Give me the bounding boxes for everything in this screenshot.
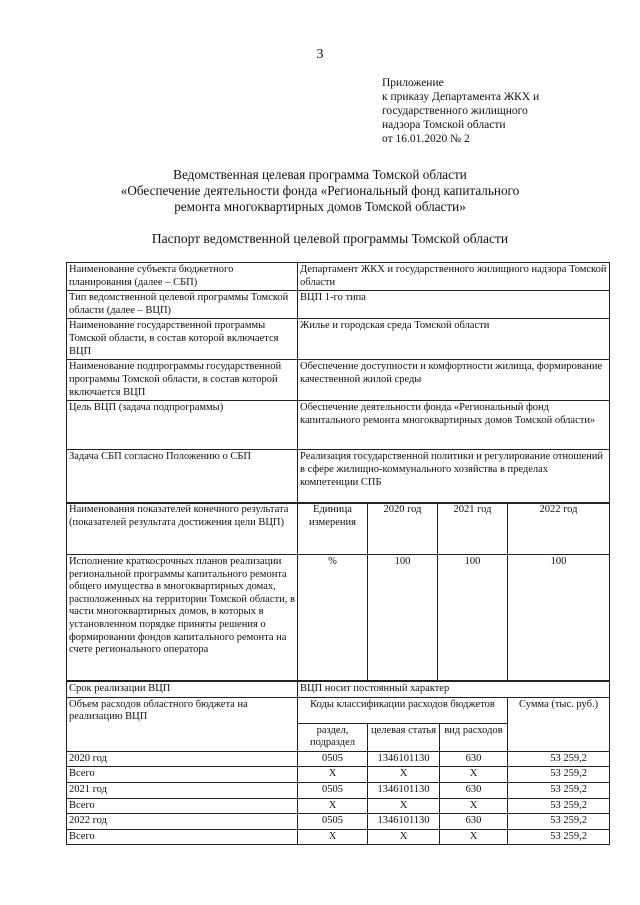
indicator-2020: 100 [368,555,438,681]
budget-section: X [298,767,368,783]
budget-target: X [368,829,440,845]
table-row [67,319,610,360]
sub-header-target: целевая статья [368,723,440,751]
budget-type: X [440,829,508,845]
table-row [67,291,610,319]
budget-year: Всего [67,767,298,783]
row-label: Тип ведомственной целевой программы Томской области (далее – ВЦП) [67,291,298,319]
row-value: ВЦП 1-го типа [298,291,610,319]
appendix-line: Приложение [382,77,444,89]
budget-target: X [368,798,440,814]
budget-target: X [368,767,440,783]
indicator-label: Исполнение краткосрочных планов реализации региональной программы капитального ремонта общего имущества в многоквартирных домах, расположенных на территории Томской области, в части многоквартирных домов, в которых в установленном порядке приняты решения о формировании фондов капитального ремонта на счете регионального оператора [67,555,298,681]
budget-label: Объем расходов областного бюджета на реализацию ВЦП [67,697,298,751]
table-row [67,751,610,767]
budget-type: 630 [440,751,508,767]
row-label: Наименование подпрограммы государственной программы Томской области, в состав которой включается ВЦП [67,360,298,401]
indicator-2022: 100 [508,555,610,681]
table-row [67,360,610,401]
budget-sum: 53 259,2 [508,814,610,830]
page-number: 3 [316,47,324,62]
appendix-line: государственного жилищного [382,105,528,118]
row-label: Задача СБП согласно Положению о СБП [67,450,298,504]
indicator-header-unit: Единица измерения [298,503,368,555]
budget-type: 630 [440,782,508,798]
indicator-header-2021: 2021 год [438,503,508,555]
program-title [60,167,580,215]
budget-target: 1346101130 [368,782,440,798]
program-title-line: «Обеспечение деятельности фонда «Региональный фонд капитального [120,183,520,199]
budget-section: 0505 [298,751,368,767]
row-value: Жилье и городская среда Томской области [298,319,610,360]
table-row [67,814,610,830]
table-row [67,798,610,814]
row-value: Реализация государственной политики и регулирование отношений в сфере жилищно-коммунального хозяйства в пределах компетенции СПБ [298,450,610,504]
budget-year: 2021 год [67,782,298,798]
term-label: Срок реализации ВЦП [67,682,298,698]
row-value: Обеспечение деятельности фонда «Региональный фонд капитального ремонта многоквартирных домов Томской области» [298,401,610,450]
budget-year: Всего [67,798,298,814]
sum-header: Сумма (тыс. руб.) [508,697,610,751]
table-row [67,450,610,504]
table-row [67,767,610,783]
budget-year: 2020 год [67,751,298,767]
budget-year: 2022 год [67,814,298,830]
passport-table [66,262,610,504]
table-row [67,401,610,450]
budget-section: 0505 [298,814,368,830]
table-row [67,682,610,698]
sub-header-section: раздел, подраздел [298,723,368,751]
row-label: Цель ВЦП (задача подпрограммы) [67,401,298,450]
row-label: Наименование государственной программы Томской области, в состав которой включается ВЦП [67,319,298,360]
table-row [67,263,610,291]
table-row [67,782,610,798]
table-row [67,503,610,555]
budget-type: X [440,767,508,783]
codes-header: Коды классификации расходов бюджетов [298,697,508,723]
appendix-line: от 16.01.2020 № 2 [382,133,470,146]
row-value: Обеспечение доступности и комфортности жилища, формирование качественной жилой среды [298,360,610,401]
budget-sum: 53 259,2 [508,829,610,845]
sub-header-type: вид расходов [440,723,508,751]
term-value: ВЦП носит постоянный характер [298,682,610,698]
budget-section: X [298,829,368,845]
table-row [67,829,610,845]
row-label: Наименование субъекта бюджетного планирования (далее – СБП) [67,263,298,291]
budget-sum: 53 259,2 [508,798,610,814]
budget-target: 1346101130 [368,814,440,830]
appendix-line: надзора Томской области [382,119,506,132]
budget-section: 0505 [298,782,368,798]
indicator-2021: 100 [438,555,508,681]
appendix-line: к приказу Департамента ЖКХ и [382,91,540,104]
budget-type: 630 [440,814,508,830]
budget-section: X [298,798,368,814]
budget-sum: 53 259,2 [508,782,610,798]
program-title-line: Ведомственная целевая программа Томской области [173,167,467,182]
indicator-unit: % [298,555,368,681]
indicator-header-2022: 2022 год [508,503,610,555]
table-row [67,555,610,681]
budget-sum: 53 259,2 [508,767,610,783]
indicators-table [66,502,610,681]
budget-table [66,681,610,845]
budget-target: 1346101130 [368,751,440,767]
table-row [67,697,610,723]
passport-title: Паспорт ведомственной целевой программы Томской области [151,231,509,246]
appendix-block [382,76,592,146]
budget-sum: 53 259,2 [508,751,610,767]
budget-type: X [440,798,508,814]
indicator-header-2020: 2020 год [368,503,438,555]
row-value: Департамент ЖКХ и государственного жилищного надзора Томской области [298,263,610,291]
indicator-header-label: Наименования показателей конечного результата (показателей результата достижения цели ВЦП) [67,503,298,555]
program-title-line: ремонта многоквартирных домов Томской области» [174,199,466,215]
budget-year: Всего [67,829,298,845]
